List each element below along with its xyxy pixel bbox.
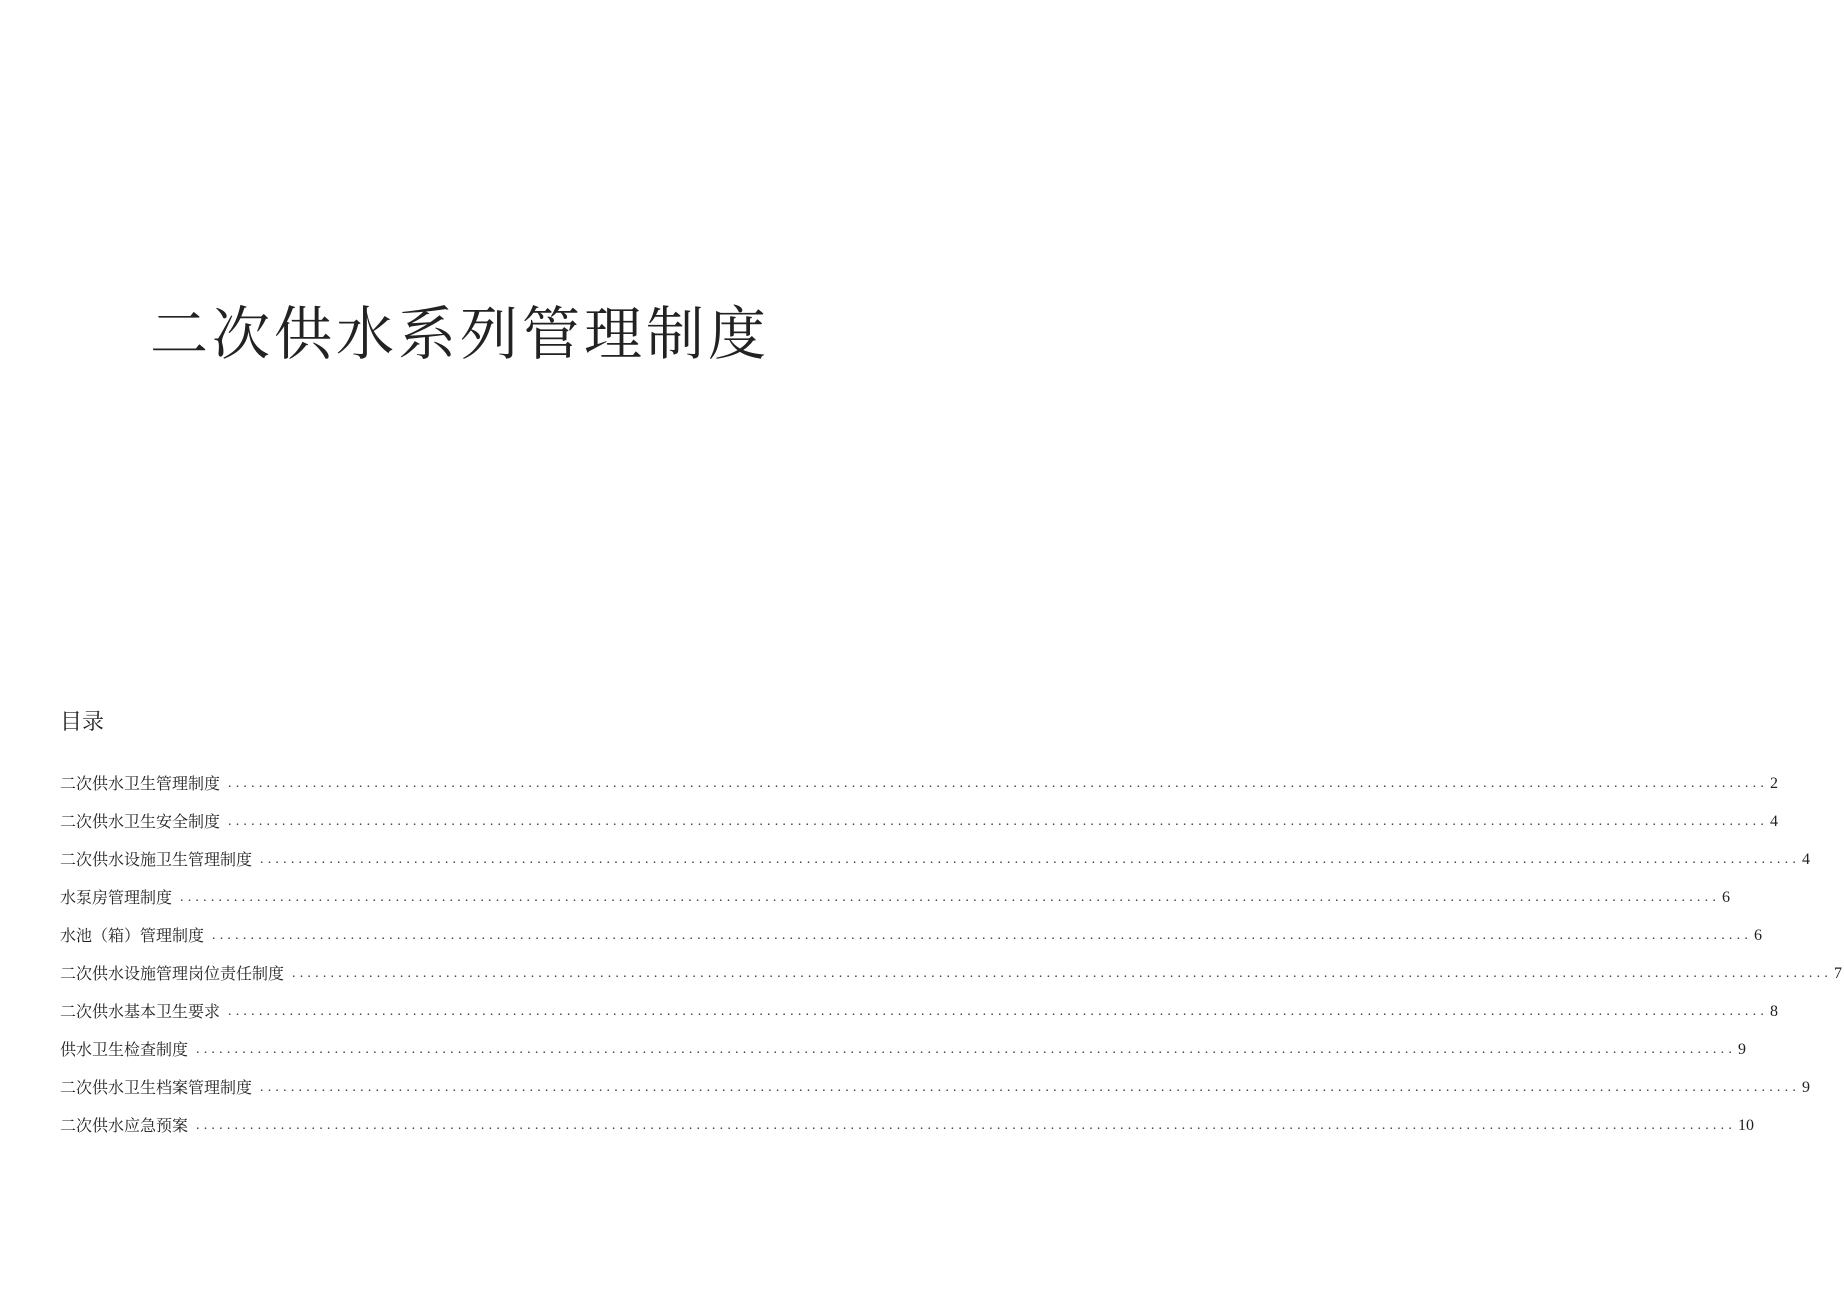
- table-of-contents: [60, 710, 1843, 1136]
- document-title: 二次供水系列管理制度: [149, 300, 770, 368]
- toc-entry-label: 水池（箱）管理制度: [60, 926, 205, 945]
- toc-leader-dots: ........................................................................................................................................................................................................: [228, 814, 1769, 829]
- toc-entry-label: 二次供水卫生档案管理制度: [60, 1078, 253, 1097]
- toc-entry-page: 2: [1770, 775, 1779, 792]
- toc-leader-dots: ........................................................................................................................................................................................................: [228, 776, 1769, 791]
- toc-entry[interactable]: [60, 984, 1779, 1022]
- toc-entry-label: 二次供水基本卫生要求: [60, 1002, 221, 1021]
- toc-leader-dots: ........................................................................................................................................................................................................: [196, 1042, 1737, 1057]
- toc-leader-dots: ........................................................................................................................................................................................................: [196, 1118, 1737, 1133]
- toc-list: [60, 756, 1843, 1136]
- toc-entry-label: 二次供水设施管理岗位责任制度: [60, 964, 285, 983]
- toc-leader-dots: ........................................................................................................................................................................................................: [260, 852, 1801, 867]
- toc-entry[interactable]: [60, 1060, 1811, 1098]
- toc-entry[interactable]: [60, 794, 1779, 832]
- toc-entry-label: 二次供水应急预案: [60, 1116, 189, 1135]
- toc-entry-page: 6: [1722, 889, 1731, 906]
- toc-entry[interactable]: [60, 1098, 1755, 1136]
- toc-entry-page: 4: [1802, 851, 1811, 868]
- toc-entry-page: 9: [1802, 1079, 1811, 1096]
- toc-entry-label: 二次供水卫生安全制度: [60, 812, 221, 831]
- toc-entry[interactable]: [60, 756, 1779, 794]
- toc-entry-label: 水泵房管理制度: [60, 888, 173, 907]
- toc-entry[interactable]: [60, 870, 1731, 908]
- toc-entry-label: 供水卫生检查制度: [60, 1040, 189, 1059]
- toc-entry-page: 4: [1770, 813, 1779, 830]
- toc-heading: 目录: [60, 710, 105, 735]
- toc-entry[interactable]: [60, 832, 1811, 870]
- toc-leader-dots: ........................................................................................................................................................................................................: [292, 966, 1833, 981]
- toc-entry[interactable]: [60, 946, 1843, 984]
- toc-leader-dots: ........................................................................................................................................................................................................: [212, 928, 1753, 943]
- toc-entry[interactable]: [60, 1022, 1747, 1060]
- toc-leader-dots: ........................................................................................................................................................................................................: [260, 1080, 1801, 1095]
- toc-entry-page: 6: [1754, 927, 1763, 944]
- toc-entry-page: 10: [1738, 1117, 1755, 1134]
- toc-entry-page: 9: [1738, 1041, 1747, 1058]
- toc-entry-label: 二次供水设施卫生管理制度: [60, 850, 253, 869]
- toc-leader-dots: ........................................................................................................................................................................................................: [228, 1004, 1769, 1019]
- toc-leader-dots: ........................................................................................................................................................................................................: [180, 890, 1721, 905]
- toc-entry-page: 7: [1834, 965, 1843, 982]
- toc-entry[interactable]: [60, 908, 1763, 946]
- toc-entry-page: 8: [1770, 1003, 1779, 1020]
- toc-entry-label: 二次供水卫生管理制度: [60, 774, 221, 793]
